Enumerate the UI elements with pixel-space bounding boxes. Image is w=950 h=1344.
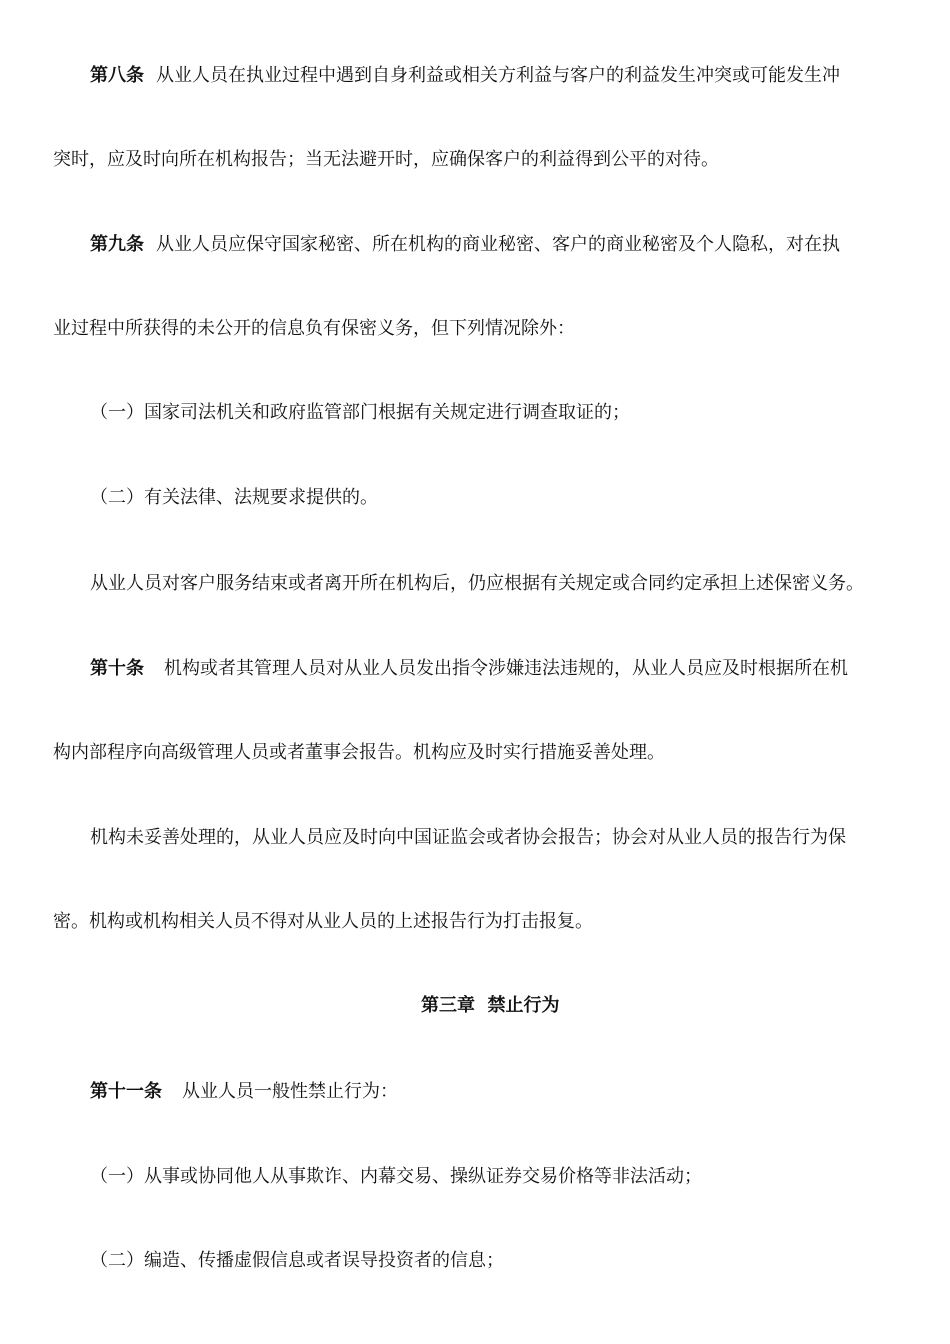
article-11-item-1: （一）从事或协同他人从事欺诈、内幕交易、操纵证券交易价格等非法活动； [90, 1166, 702, 1187]
article-11-item-2: （二）编造、传播虚假信息或者误导投资者的信息； [90, 1250, 504, 1271]
article-9-line-2: 业过程中所获得的未公开的信息负有保密义务，但下列情况除外： [53, 318, 575, 339]
article-10-text-1: 机构或者其管理人员对从业人员发出指令涉嫌违法违规的，从业人员应及时根据所在机 [164, 658, 848, 679]
article-8-heading: 第八条 [90, 65, 144, 86]
article-9-text-1: 从业人员应保守国家秘密、所在机构的商业秘密、客户的商业秘密及个人隐私，对在执 [156, 234, 840, 255]
article-10-paragraph-line-1: 机构未妥善处理的，从业人员应及时向中国证监会或者协会报告；协会对从业人员的报告行为保 [90, 827, 846, 848]
article-10-line-1 [90, 657, 848, 681]
article-9-paragraph: 从业人员对客户服务结束或者离开所在机构后，仍应根据有关规定或合同约定承担上述保密义务。 [90, 573, 864, 594]
article-9-item-2: （二）有关法律、法规要求提供的。 [90, 487, 378, 508]
chapter-3-title: 第三章 禁止行为 [421, 995, 560, 1016]
article-11-line-1 [90, 1080, 398, 1104]
article-11-heading: 第十一条 [90, 1081, 162, 1102]
article-10-heading: 第十条 [90, 658, 144, 679]
article-11-text-1: 从业人员一般性禁止行为： [182, 1081, 398, 1102]
article-8-line-1 [90, 64, 840, 88]
article-10-paragraph-line-2: 密。机构或机构相关人员不得对从业人员的上述报告行为打击报复。 [53, 911, 593, 932]
article-9-heading: 第九条 [90, 234, 144, 255]
article-9-item-1: （一）国家司法机关和政府监管部门根据有关规定进行调查取证的； [90, 402, 630, 423]
article-9-line-1 [90, 233, 840, 257]
article-8-text-1: 从业人员在执业过程中遇到自身利益或相关方利益与客户的利益发生冲突或可能发生冲 [156, 65, 840, 86]
article-8-line-2: 突时，应及时向所在机构报告；当无法避开时，应确保客户的利益得到公平的对待。 [53, 149, 719, 170]
article-10-line-2: 构内部程序向高级管理人员或者董事会报告。机构应及时实行措施妥善处理。 [53, 742, 665, 763]
